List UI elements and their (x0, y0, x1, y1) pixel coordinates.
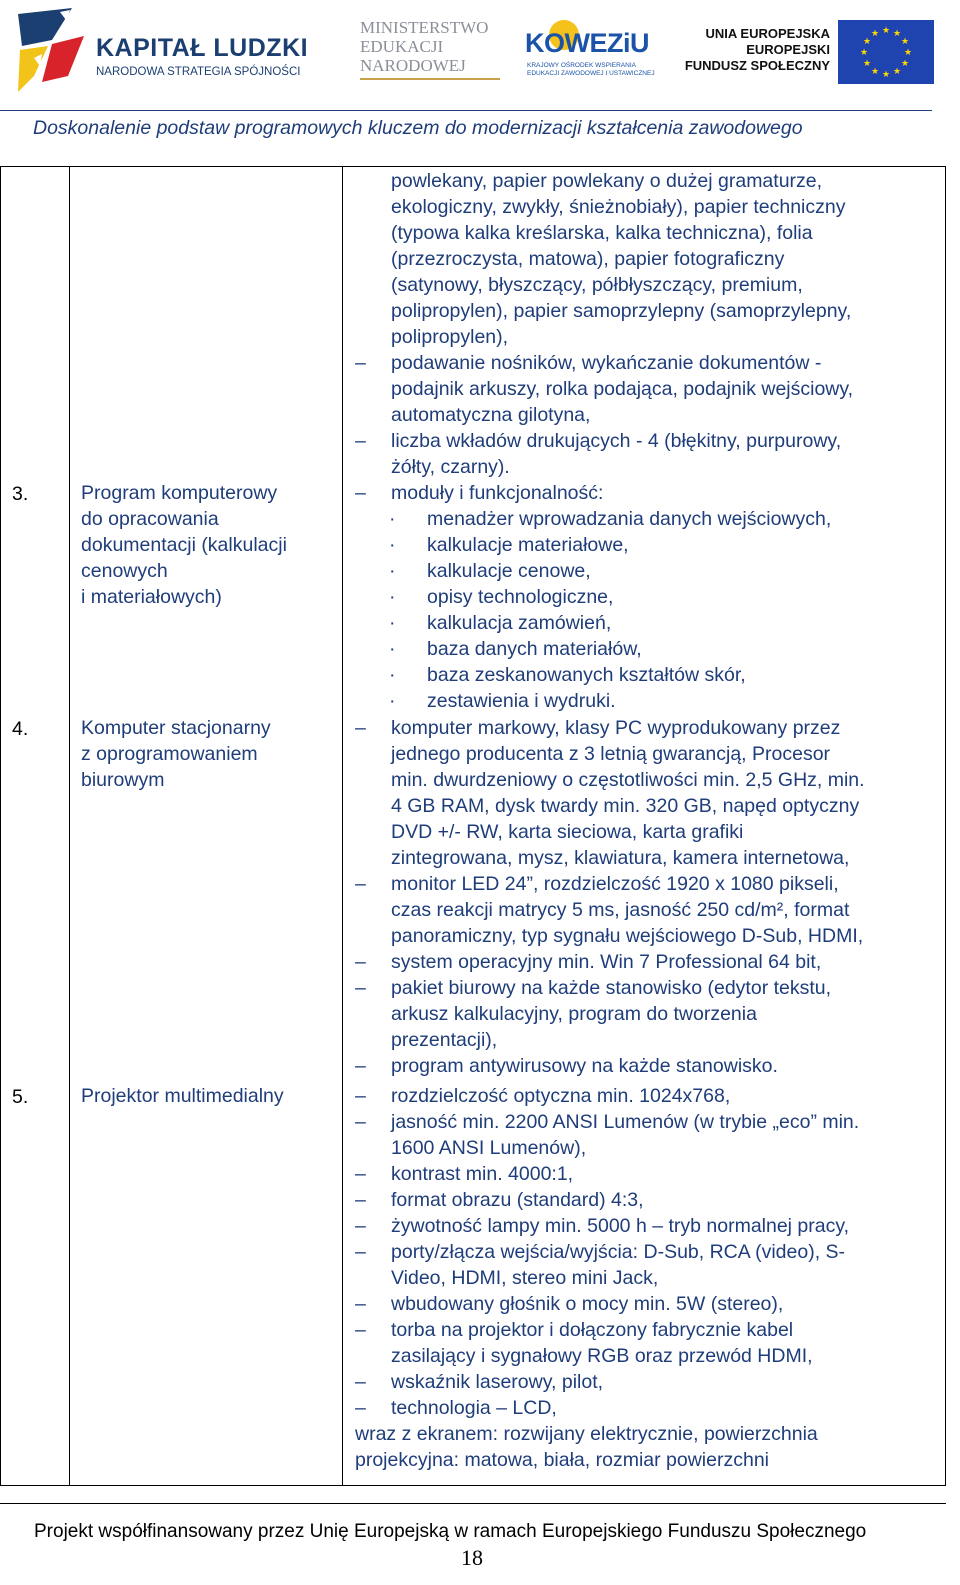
dash-bullet-icon: – (355, 1215, 366, 1237)
dash-bullet-icon: – (355, 1241, 366, 1263)
row-item-name-line: Komputer stacjonarny (81, 717, 271, 739)
column-divider (69, 167, 70, 1485)
spec-line (347, 402, 943, 428)
spec-line (347, 819, 943, 845)
men-logo-line: EDUKACJI (360, 37, 444, 56)
spec-line (347, 1291, 943, 1317)
row-item-name (81, 480, 287, 610)
column-divider (342, 167, 343, 1485)
spec-line-text: monitor LED 24”, rozdzielczość 1920 x 1080 pikseli, (391, 873, 839, 895)
spec-line-text: zasilający i sygnałowy RGB oraz przewód HDMI, (391, 1345, 813, 1367)
spec-line-text: Video, HDMI, stereo mini Jack, (391, 1267, 659, 1289)
spec-line (347, 845, 943, 871)
spec-line (347, 1317, 943, 1343)
spec-line-text: porty/złącza wejścia/wyjścia: D-Sub, RCA (video), S- (391, 1241, 846, 1263)
row-item-name-line: i materiałowych) (81, 586, 222, 608)
spec-line (347, 1421, 943, 1447)
spec-line (347, 1343, 943, 1369)
row-number: 5. (12, 1086, 29, 1108)
kapital-ludzki-mark-icon (12, 6, 90, 98)
spec-line (347, 298, 943, 324)
eu-logo-line: EUROPEJSKI (746, 42, 830, 57)
spec-line (347, 1161, 943, 1187)
dash-bullet-icon: – (355, 873, 366, 895)
footer-text: Projekt współfinansowany przez Unię Europejską w ramach Europejskiego Funduszu Społecznego (34, 1521, 867, 1542)
spec-line-text: 4 GB RAM, dysk twardy min. 320 GB, napęd optyczny (391, 795, 860, 817)
spec-line-text: panoramiczny, typ sygnału wejściowego D-Sub, HDMI, (391, 925, 864, 947)
spec-line-text: żółty, czarny). (391, 456, 510, 478)
dash-bullet-icon: – (355, 1371, 366, 1393)
dot-bullet-icon: · (389, 690, 396, 712)
spec-line-text: system operacyjny min. Win 7 Professional 64 bit, (391, 951, 822, 973)
koweziu-name: KOWEZiU (525, 28, 649, 58)
spec-line (347, 376, 943, 402)
spec-line (347, 480, 943, 506)
spec-line-text: podawanie nośników, wykańczanie dokumentów - (391, 352, 822, 374)
spec-line (347, 324, 943, 350)
dot-bullet-icon: · (389, 664, 396, 686)
spec-line (347, 975, 943, 1001)
svg-text:★: ★ (892, 67, 902, 77)
spec-line-text: wraz z ekranem: rozwijany elektrycznie, powierzchnia (355, 1423, 818, 1445)
spec-line-text: żywotność lampy min. 5000 h – tryb normalnej pracy, (391, 1215, 850, 1237)
spec-line (347, 767, 943, 793)
svg-text:★: ★ (859, 48, 869, 58)
kapital-ludzki-logo (12, 6, 312, 98)
kapital-ludzki-name: KAPITAŁ LUDZKI (96, 34, 309, 62)
spec-line-text: komputer markowy, klasy PC wyprodukowany przez (391, 717, 841, 739)
spec-line (347, 897, 943, 923)
spec-line-text: kalkulacje cenowe, (427, 560, 591, 582)
dash-bullet-icon: – (355, 1293, 366, 1315)
footer-divider (0, 1503, 946, 1504)
spec-line (347, 871, 943, 897)
dot-bullet-icon: · (389, 560, 396, 582)
spec-line-text: min. dwurdzeniowy o częstotliwości min. 2,5 GHz, min. (391, 769, 865, 791)
svg-text:★: ★ (862, 37, 872, 47)
spec-line (347, 168, 943, 194)
row-specification (347, 1083, 943, 1473)
equipment-table (0, 166, 946, 1486)
spec-line (347, 741, 943, 767)
eu-flag-icon (838, 20, 934, 84)
dash-bullet-icon: – (355, 430, 366, 452)
spec-line (347, 272, 943, 298)
spec-line-text: wskaźnik laserowy, pilot, (391, 1371, 604, 1393)
spec-line-text: projekcyjna: matowa, biała, rozmiar powierzchni (355, 1449, 770, 1471)
spec-line-text: podajnik arkuszy, rolka podająca, podajnik wejściowy, (391, 378, 854, 400)
row-number: 3. (12, 483, 29, 505)
row-specification (347, 168, 943, 480)
dash-bullet-icon: – (355, 1189, 366, 1211)
spec-line (347, 246, 943, 272)
spec-line-text: menadżer wprowadzania danych wejściowych, (427, 508, 832, 530)
spec-line (347, 715, 943, 741)
spec-line (347, 506, 943, 532)
spec-line-text: opisy technologiczne, (427, 586, 614, 608)
spec-line-text: arkusz kalkulacyjny, program do tworzenia (391, 1003, 757, 1025)
dash-bullet-icon: – (355, 482, 366, 504)
spec-line-text: (typowa kalka kreślarska, kalka techniczna), folia (391, 222, 813, 244)
row-item-name-line: Projektor multimedialny (81, 1085, 284, 1107)
spec-line (347, 1369, 943, 1395)
koweziu-logo (525, 20, 655, 80)
dash-bullet-icon: – (355, 1055, 366, 1077)
spec-line (347, 1053, 943, 1079)
dash-bullet-icon: – (355, 1111, 366, 1133)
spec-line (347, 1027, 943, 1053)
svg-text:★: ★ (870, 29, 880, 39)
spec-line (347, 194, 943, 220)
eu-logo-text (685, 26, 830, 74)
svg-text:★: ★ (870, 67, 880, 77)
row-item-name-line: biurowym (81, 769, 165, 791)
header-divider (0, 110, 932, 111)
spec-line (347, 1109, 943, 1135)
spec-line-text: (przezroczysta, matowa), papier fotograficzny (391, 248, 785, 270)
dash-bullet-icon: – (355, 352, 366, 374)
spec-line (347, 558, 943, 584)
spec-line-text: rozdzielczość optyczna min. 1024x768, (391, 1085, 731, 1107)
spec-line (347, 636, 943, 662)
row-number: 4. (12, 718, 29, 740)
svg-text:★: ★ (900, 59, 910, 69)
spec-line (347, 610, 943, 636)
spec-line (347, 428, 943, 454)
spec-line-text: jasność min. 2200 ANSI Lumenów (w trybie „eco” min. (391, 1111, 860, 1133)
spec-line (347, 1265, 943, 1291)
spec-line-text: jednego producenta z 3 letnią gwarancją, Procesor (391, 743, 831, 765)
page-header-title: Doskonalenie podstaw programowych kluczem do modernizacji kształcenia zawodowego (33, 117, 803, 139)
spec-line-text: technologia – LCD, (391, 1397, 557, 1419)
row-specification (347, 715, 943, 1079)
spec-line (347, 662, 943, 688)
spec-line (347, 454, 943, 480)
spec-line-text: czas reakcji matrycy 5 ms, jasność 250 cd/m², format (391, 899, 850, 921)
spec-line (347, 1083, 943, 1109)
spec-line-text: polipropylen), (391, 326, 509, 348)
men-logo-line: MINISTERSTWO (360, 18, 489, 37)
spec-line (347, 220, 943, 246)
spec-line-text: zintegrowana, mysz, klawiatura, kamera internetowa, (391, 847, 850, 869)
eu-logo-line: FUNDUSZ SPOŁECZNY (684, 58, 830, 73)
spec-line-text: prezentacji), (391, 1029, 498, 1051)
row-item-name-line: z oprogramowaniem (81, 743, 258, 765)
spec-line (347, 949, 943, 975)
men-logo (360, 18, 510, 78)
row-item-name-line: do opracowania (81, 508, 219, 530)
spec-line-text: 1600 ANSI Lumenów), (391, 1137, 587, 1159)
spec-line-text: kalkulacja zamówień, (427, 612, 612, 634)
spec-line (347, 793, 943, 819)
spec-line (347, 1135, 943, 1161)
svg-text:★: ★ (892, 29, 902, 39)
eu-logo-line: UNIA EUROPEJSKA (705, 26, 830, 41)
dash-bullet-icon: – (355, 717, 366, 739)
spec-line (347, 350, 943, 376)
row-item-name-line: Program komputerowy (81, 482, 278, 504)
row-item-name (81, 715, 271, 793)
spec-line (347, 1213, 943, 1239)
dot-bullet-icon: · (389, 508, 396, 530)
dot-bullet-icon: · (389, 612, 396, 634)
spec-line-text: polipropylen), papier samoprzylepny (samoprzylepny, (391, 300, 852, 322)
spec-line (347, 688, 943, 714)
spec-line (347, 1001, 943, 1027)
spec-line-text: liczba wkładów drukujących - 4 (błękitny, purpurowy, (391, 430, 842, 452)
spec-line-text: baza danych materiałów, (427, 638, 642, 660)
spec-line-text: automatyczna gilotyna, (391, 404, 591, 426)
spec-line-text: program antywirusowy na każde stanowisko. (391, 1055, 778, 1077)
koweziu-subtitle-line: KRAJOWY OŚRODEK WSPIERANIA (527, 62, 636, 69)
spec-line-text: pakiet biurowy na każde stanowisko (edytor tekstu, (391, 977, 832, 999)
row-item-name-line: dokumentacji (kalkulacji (81, 534, 287, 556)
men-logo-line: NARODOWEJ (360, 56, 466, 75)
spec-line (347, 1395, 943, 1421)
spec-line-text: kontrast min. 4000:1, (391, 1163, 574, 1185)
spec-line (347, 584, 943, 610)
spec-line-text: (satynowy, błyszczący, półbłyszczący, premium, (391, 274, 803, 296)
dash-bullet-icon: – (355, 1319, 366, 1341)
spec-line (347, 1187, 943, 1213)
row-item-name (81, 1083, 284, 1109)
spec-line (347, 532, 943, 558)
kapital-ludzki-subtitle: NARODOWA STRATEGIA SPÓJNOŚCI (96, 66, 301, 78)
spec-line-text: wbudowany głośnik o mocy min. 5W (stereo), (391, 1293, 784, 1315)
svg-text:★: ★ (862, 59, 872, 69)
svg-text:★: ★ (881, 26, 891, 36)
page-number: 18 (461, 1545, 483, 1570)
spec-line-text: ekologiczny, zwykły, śnieżnobiały), papier techniczny (391, 196, 846, 218)
dash-bullet-icon: – (355, 1397, 366, 1419)
dot-bullet-icon: · (389, 534, 396, 556)
svg-text:★: ★ (881, 70, 891, 80)
svg-text:★: ★ (903, 48, 913, 58)
eu-logo (684, 26, 940, 86)
spec-line-text: format obrazu (standard) 4:3, (391, 1189, 644, 1211)
dash-bullet-icon: – (355, 977, 366, 999)
spec-line-text: powlekany, papier powlekany o dużej gramaturze, (391, 170, 823, 192)
koweziu-subtitle-line: EDUKACJI ZAWODOWEJ I USTAWICZNEJ (527, 70, 655, 77)
dash-bullet-icon: – (355, 951, 366, 973)
men-logo-bar (360, 78, 500, 80)
spec-line-text: baza zeskanowanych kształtów skór, (427, 664, 746, 686)
header-logos (0, 0, 960, 108)
koweziu-subtitle (527, 62, 655, 78)
spec-line (347, 923, 943, 949)
spec-line-text: moduły i funkcjonalność: (391, 482, 604, 504)
spec-line (347, 1239, 943, 1265)
spec-line-text: torba na projektor i dołączony fabrycznie kabel (391, 1319, 794, 1341)
dot-bullet-icon: · (389, 638, 396, 660)
dot-bullet-icon: · (389, 586, 396, 608)
spec-line (347, 1447, 943, 1473)
svg-text:★: ★ (900, 37, 910, 47)
spec-line-text: DVD +/- RW, karta sieciowa, karta grafiki (391, 821, 744, 843)
row-item-name-line: cenowych (81, 560, 168, 582)
spec-line-text: kalkulacje materiałowe, (427, 534, 629, 556)
spec-line-text: zestawienia i wydruki. (427, 690, 616, 712)
row-specification (347, 480, 943, 714)
dash-bullet-icon: – (355, 1163, 366, 1185)
dash-bullet-icon: – (355, 1085, 366, 1107)
